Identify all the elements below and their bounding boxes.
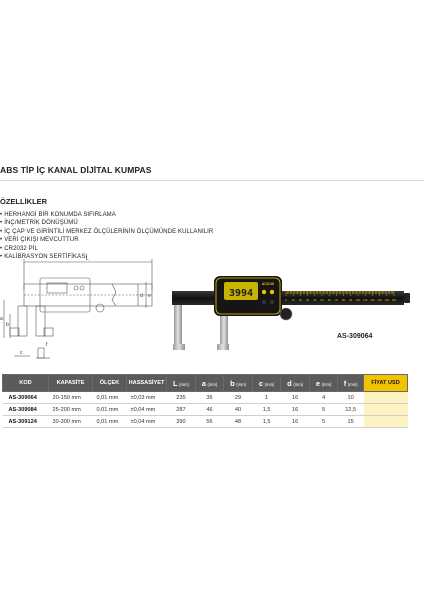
cell-e: 5 bbox=[310, 404, 338, 416]
scale-number: 130 bbox=[377, 299, 382, 302]
cell-f: 15 bbox=[338, 416, 364, 428]
col-header-c bbox=[252, 375, 280, 392]
feature-item: • CR2032 PİL bbox=[0, 245, 213, 253]
cell-a: 46 bbox=[195, 404, 223, 416]
cell-kapasite: 20-150 mm bbox=[49, 392, 93, 404]
cell-kapasite: 25-200 mm bbox=[49, 404, 93, 416]
col-header-a bbox=[195, 375, 223, 392]
cell-kod: AS-309124 bbox=[3, 416, 49, 428]
col-header-olcek: ÖLÇEK bbox=[93, 375, 127, 392]
col-header-b bbox=[224, 375, 253, 392]
unit-label: (mm) bbox=[264, 381, 275, 387]
cell-hassasiyet: ±0,03 mm bbox=[127, 392, 167, 404]
cell-hassasiyet: ±0,04 mm bbox=[127, 404, 167, 416]
dim-label-c: c bbox=[20, 350, 23, 356]
col-header-L bbox=[167, 375, 196, 392]
col-header-price: FİYAT USD bbox=[364, 375, 408, 392]
col-header-d bbox=[281, 375, 310, 392]
button-icon bbox=[262, 300, 266, 304]
col-header-kapasite: KAPASİTE bbox=[49, 375, 93, 392]
col-header-a-text: a bbox=[201, 378, 206, 388]
unit-label: (mm) bbox=[347, 381, 358, 387]
cell-f: 12,5 bbox=[338, 404, 364, 416]
button-icon bbox=[262, 290, 266, 294]
cell-c: 1,5 bbox=[252, 404, 280, 416]
cell-L: 390 bbox=[167, 416, 196, 428]
dim-label-f: f bbox=[46, 342, 48, 348]
table-row bbox=[3, 416, 408, 428]
unit-label: (mm) bbox=[179, 381, 189, 387]
feature-item: • VERİ ÇIKIŞI MEVCUTTUR bbox=[0, 236, 213, 244]
table-header-row bbox=[3, 375, 408, 392]
button-icon bbox=[270, 300, 274, 304]
col-header-c-text: c bbox=[258, 378, 263, 388]
features-heading: ÖZELLİKLER bbox=[0, 197, 48, 206]
col-header-b-text: b bbox=[230, 378, 235, 388]
feature-item: • İÇ ÇAP VE GİRİNTİLİ MERKEZ ÖLÇÜLERİNİN ÖLÇÜMÜNDE KULLANILIR bbox=[0, 228, 213, 236]
feature-item: • HERHANGİ BİR KONUMDA SIFIRLAMA bbox=[0, 211, 213, 219]
col-header-L-text: L bbox=[172, 378, 178, 388]
cell-a: 56 bbox=[195, 416, 223, 428]
scale-number: 30 bbox=[306, 299, 310, 302]
cell-d: 16 bbox=[281, 392, 310, 404]
spec-table bbox=[2, 374, 408, 428]
cell-a: 36 bbox=[195, 392, 223, 404]
scale-number: 90 bbox=[349, 299, 353, 302]
page-title: ABS TİP İÇ KANAL DİJİTAL KUMPAS bbox=[0, 165, 152, 175]
cell-d: 16 bbox=[281, 416, 310, 428]
scale-number: 50 bbox=[320, 299, 324, 302]
scale-number: 10 bbox=[291, 299, 295, 302]
cell-price bbox=[364, 392, 408, 404]
cell-olcek: 0,01 mm bbox=[93, 392, 127, 404]
dim-label-L: L bbox=[86, 256, 89, 262]
cell-olcek: 0,01 mm bbox=[93, 404, 127, 416]
scale-number: 70 bbox=[334, 299, 338, 302]
cell-b: 40 bbox=[224, 404, 253, 416]
dim-label-d: d bbox=[140, 293, 143, 299]
caliper-illustration bbox=[168, 268, 424, 368]
lcd-reading: 3994 bbox=[228, 288, 254, 299]
col-header-f-text: f bbox=[343, 378, 347, 388]
unit-label: (mm) bbox=[236, 381, 246, 387]
unit-label: (mm) bbox=[321, 381, 332, 387]
model-label: AS-309064 bbox=[337, 333, 373, 340]
scale-number: 140 bbox=[384, 299, 389, 302]
table-row bbox=[3, 404, 408, 416]
feature-item: • KALİBRASYON SERTİFİKASI bbox=[0, 253, 213, 261]
scale-number: 60 bbox=[327, 299, 331, 302]
cell-kod: AS-309064 bbox=[3, 392, 49, 404]
col-header-f bbox=[338, 375, 364, 392]
feature-item: • İNÇ/METRİK DÖNÜŞÜMÜ bbox=[0, 219, 213, 227]
scale-number: 80 bbox=[342, 299, 346, 302]
scale-number: 120 bbox=[370, 299, 375, 302]
scale-number: 40 bbox=[313, 299, 317, 302]
cell-e: 4 bbox=[310, 392, 338, 404]
cell-b: 48 bbox=[224, 416, 253, 428]
cell-L: 287 bbox=[167, 404, 196, 416]
scale-number: 100 bbox=[355, 299, 361, 302]
technical-drawing bbox=[0, 250, 160, 362]
unit-label: (mm) bbox=[293, 381, 304, 387]
col-header-e-text: e bbox=[315, 378, 321, 388]
col-header-hassasiyet: HASSASİYET bbox=[127, 375, 167, 392]
cell-price bbox=[364, 404, 408, 416]
cell-L: 235 bbox=[167, 392, 196, 404]
cell-olcek: 0,01 mm bbox=[93, 416, 127, 428]
cell-e: 5 bbox=[310, 416, 338, 428]
title-divider bbox=[0, 180, 424, 181]
dim-label-b: b bbox=[6, 322, 9, 328]
cell-d: 16 bbox=[281, 404, 310, 416]
dim-label-e: e bbox=[148, 293, 151, 299]
dim-label-a: a bbox=[0, 316, 3, 322]
cell-f: 10 bbox=[338, 392, 364, 404]
scale-number: 150 bbox=[391, 299, 397, 302]
col-header-kod: KOD bbox=[3, 375, 49, 392]
table-row bbox=[3, 392, 408, 404]
cell-kapasite: 30-300 mm bbox=[49, 416, 93, 428]
brand-logo: ACCUD bbox=[261, 282, 275, 286]
col-header-e bbox=[310, 375, 338, 392]
scale-number: 0 bbox=[285, 299, 287, 302]
left-jaw bbox=[174, 305, 182, 349]
scale-number: 20 bbox=[298, 299, 302, 302]
scale-number: 110 bbox=[363, 299, 368, 302]
cell-hassasiyet: ±0,04 mm bbox=[127, 416, 167, 428]
cell-price bbox=[364, 416, 408, 428]
cell-c: 1 bbox=[252, 392, 280, 404]
button-icon bbox=[270, 290, 274, 294]
col-header-d-text: d bbox=[287, 378, 292, 388]
cell-c: 1,5 bbox=[252, 416, 280, 428]
unit-label: (mm) bbox=[207, 381, 218, 387]
thumb-roller bbox=[280, 308, 292, 320]
cell-kod: AS-309084 bbox=[3, 404, 49, 416]
cell-b: 29 bbox=[224, 392, 253, 404]
